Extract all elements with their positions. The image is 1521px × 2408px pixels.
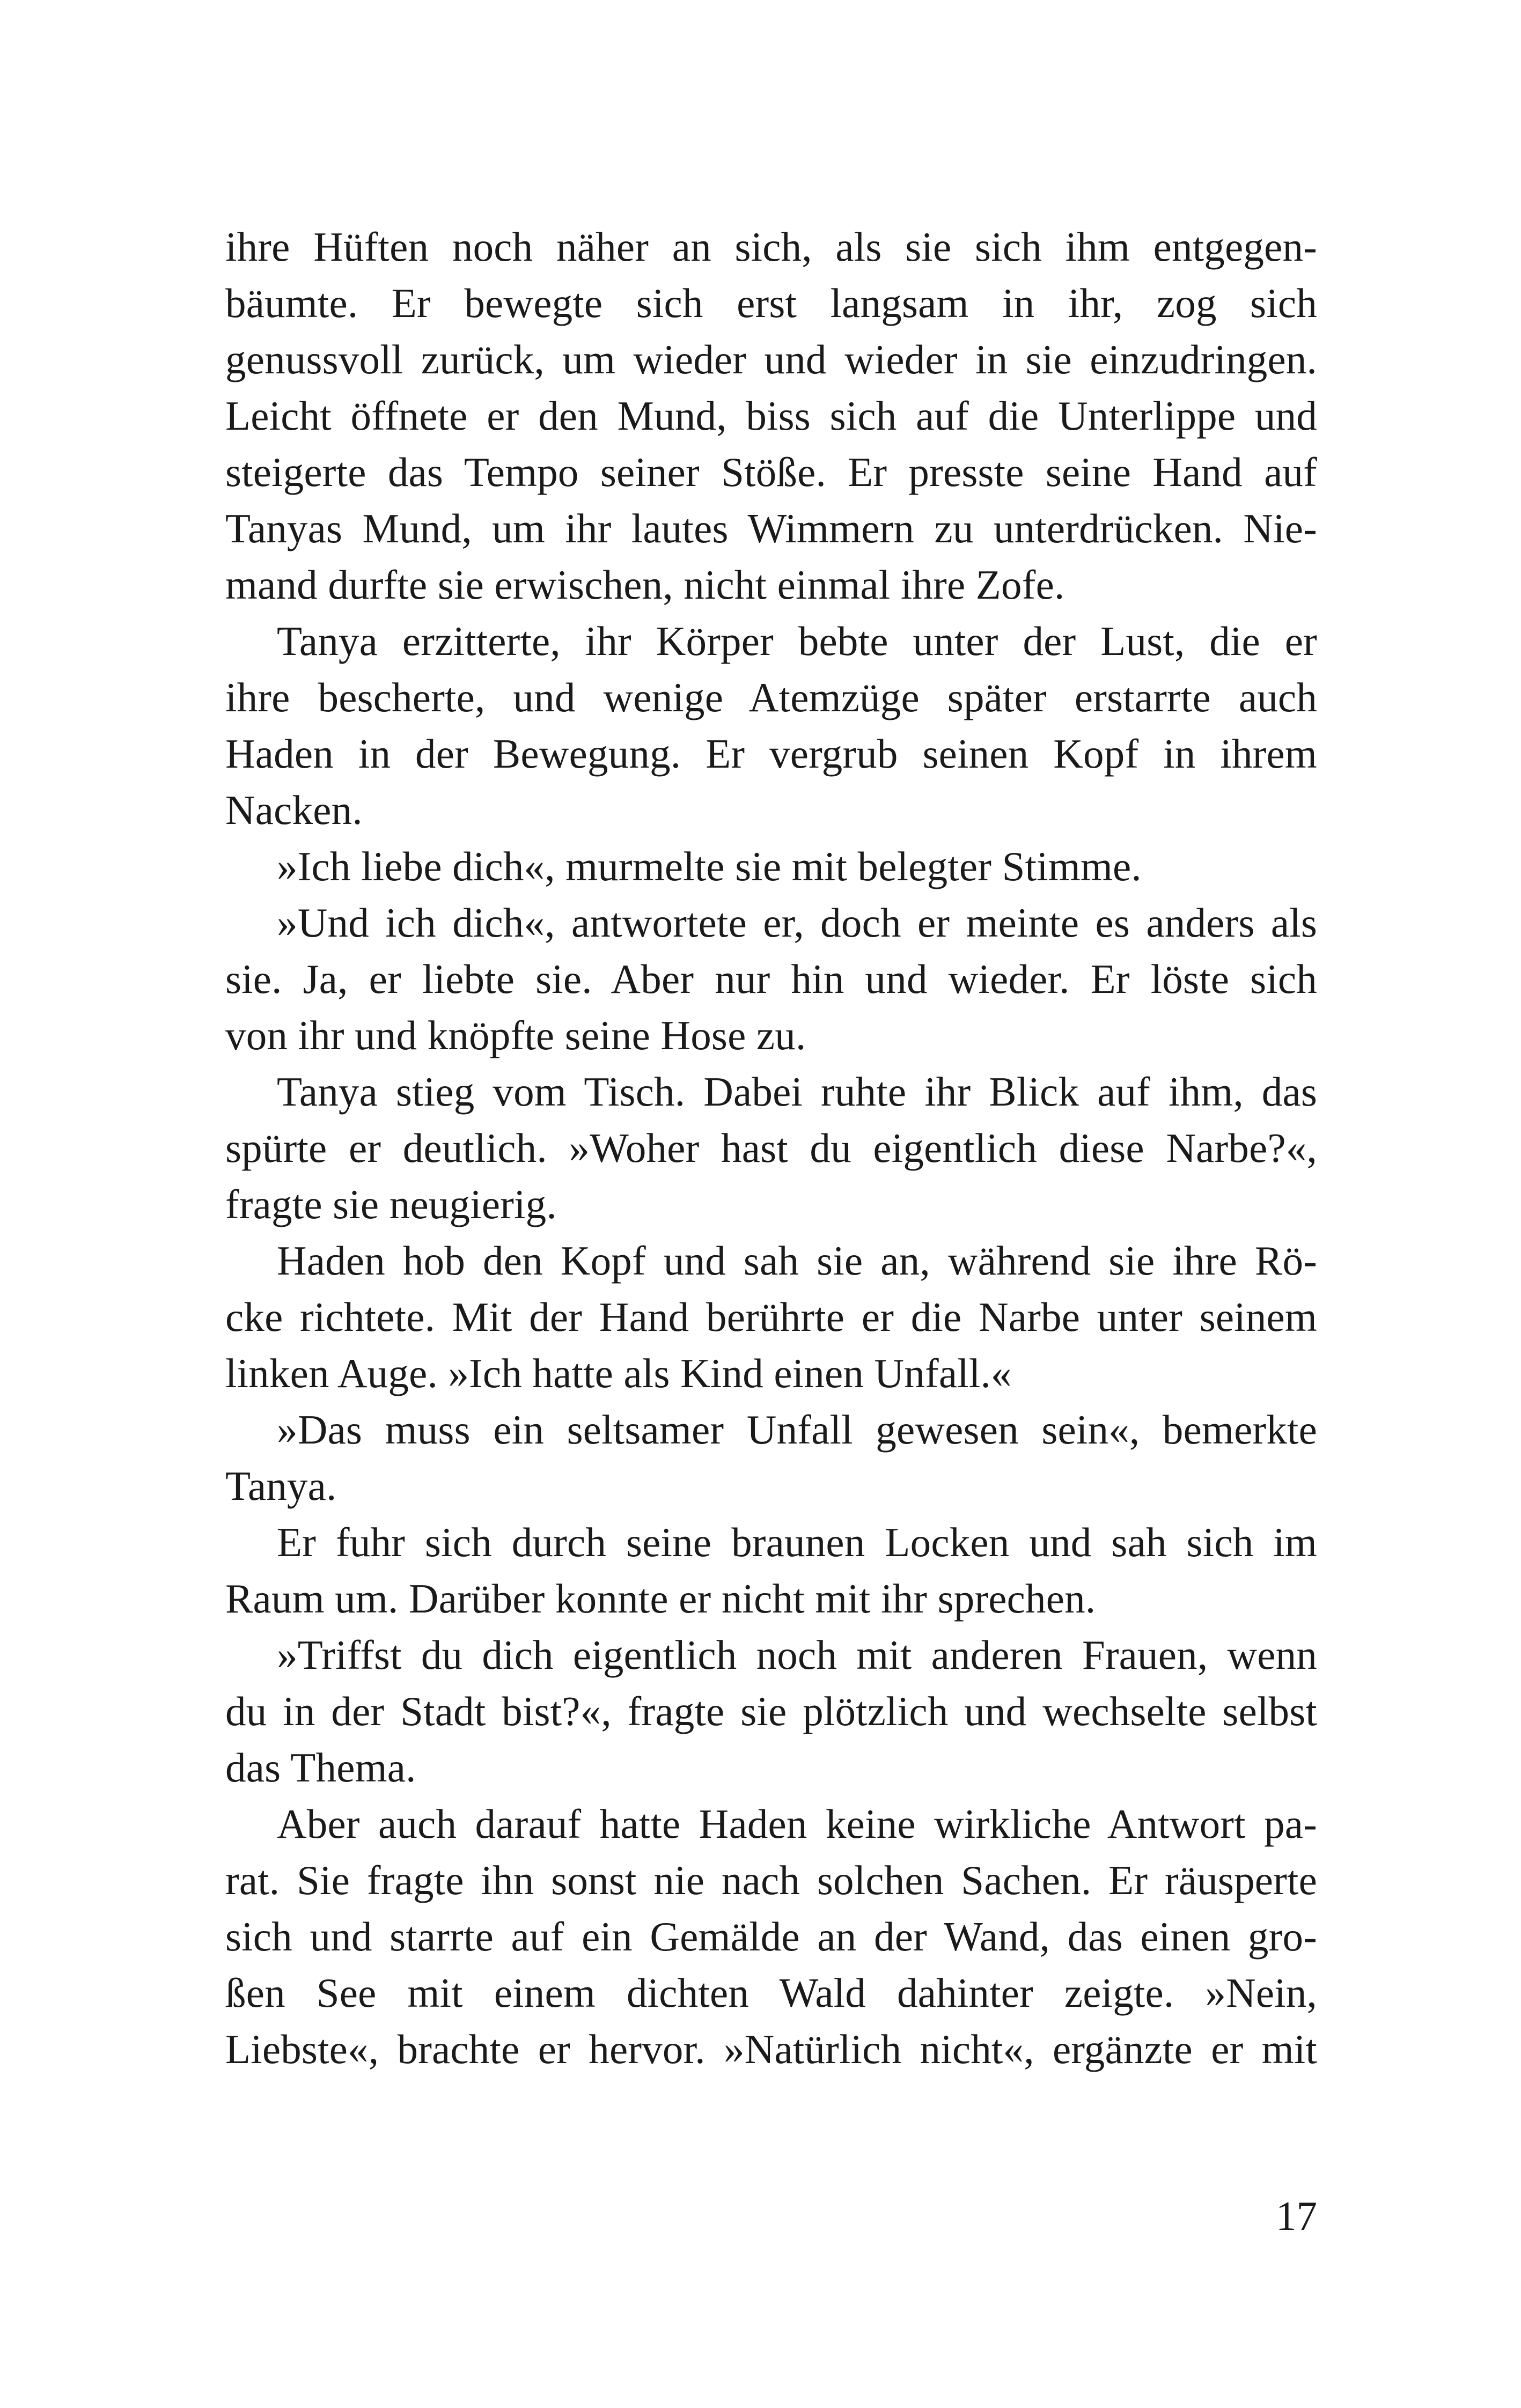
- text-line: ßen See mit einem dichten Wald dahinter zeigte. »Nein,: [225, 1970, 1317, 2016]
- text-line: bäumte. Er bewegte sich erst langsam in ihr, zog sich: [225, 280, 1317, 326]
- text-line: Er fuhr sich durch seine braunen Locken und sah sich im: [277, 1519, 1317, 1565]
- text-line: linken Auge. »Ich hatte als Kind einen Unfall.«: [225, 1350, 1012, 1396]
- body-text: [225, 215, 1317, 2092]
- text-line: Tanya.: [225, 1463, 337, 1509]
- text-line: rat. Sie fragte ihn sonst nie nach solchen Sachen. Er räusperte: [225, 1857, 1317, 1903]
- text-line: spürte er deutlich. »Woher hast du eigentlich diese Narbe?«,: [225, 1125, 1317, 1171]
- text-line: sie. Ja, er liebte sie. Aber nur hin und wieder. Er löste sich: [225, 956, 1317, 1002]
- text-line: Tanyas Mund, um ihr lautes Wimmern zu unterdrücken. Nie-: [225, 505, 1317, 551]
- text-line: Haden hob den Kopf und sah sie an, während sie ihre Rö-: [277, 1238, 1317, 1284]
- text-line: »Und ich dich«, antwortete er, doch er meinte es anders als: [277, 900, 1317, 946]
- text-line: Leicht öffnete er den Mund, biss sich auf die Unterlippe und: [225, 393, 1317, 439]
- text-line: »Triffst du dich eigentlich noch mit anderen Frauen, wenn: [277, 1632, 1317, 1678]
- text-line: ihre bescherte, und wenige Atemzüge später erstarrte auch: [225, 674, 1317, 720]
- text-line: das Thema.: [225, 1744, 416, 1791]
- text-line: Raum um. Darüber konnte er nicht mit ihr sprechen.: [225, 1575, 1096, 1622]
- text-line: von ihr und knöpfte seine Hose zu.: [225, 1012, 806, 1058]
- page-number: 17: [1276, 2193, 1317, 2239]
- text-line: sich und starrte auf ein Gemälde an der Wand, das einen gro-: [225, 1913, 1317, 1960]
- text-line: Haden in der Bewegung. Er vergrub seinen Kopf in ihrem: [225, 731, 1317, 777]
- text-line: Tanya stieg vom Tisch. Dabei ruhte ihr Blick auf ihm, das: [277, 1069, 1317, 1115]
- text-line: mand durfte sie erwischen, nicht einmal ihre Zofe.: [225, 562, 1065, 608]
- text-line: cke richtete. Mit der Hand berührte er die Narbe unter seinem: [225, 1294, 1317, 1340]
- text-line: »Ich liebe dich«, murmelte sie mit belegter Stimme.: [277, 843, 1142, 889]
- text-line: Liebste«, brachte er hervor. »Natürlich nicht«, ergänzte er mit: [225, 2026, 1317, 2072]
- text-line: Tanya erzitterte, ihr Körper bebte unter der Lust, die er: [277, 618, 1317, 664]
- text-line: du in der Stadt bist?«, fragte sie plötzlich und wechselte selbst: [225, 1688, 1317, 1734]
- text-line: steigerte das Tempo seiner Stöße. Er presste seine Hand auf: [225, 449, 1317, 495]
- text-line: genussvoll zurück, um wieder und wieder in sie einzudringen.: [225, 336, 1317, 382]
- text-line: Nacken.: [225, 787, 363, 833]
- text-line: Aber auch darauf hatte Haden keine wirkliche Antwort pa-: [277, 1801, 1317, 1847]
- text-line: »Das muss ein seltsamer Unfall gewesen sein«, bemerkte: [277, 1406, 1317, 1453]
- text-line: ihre Hüften noch näher an sich, als sie sich ihm entgegen-: [225, 224, 1317, 270]
- text-line: fragte sie neugierig.: [225, 1181, 557, 1227]
